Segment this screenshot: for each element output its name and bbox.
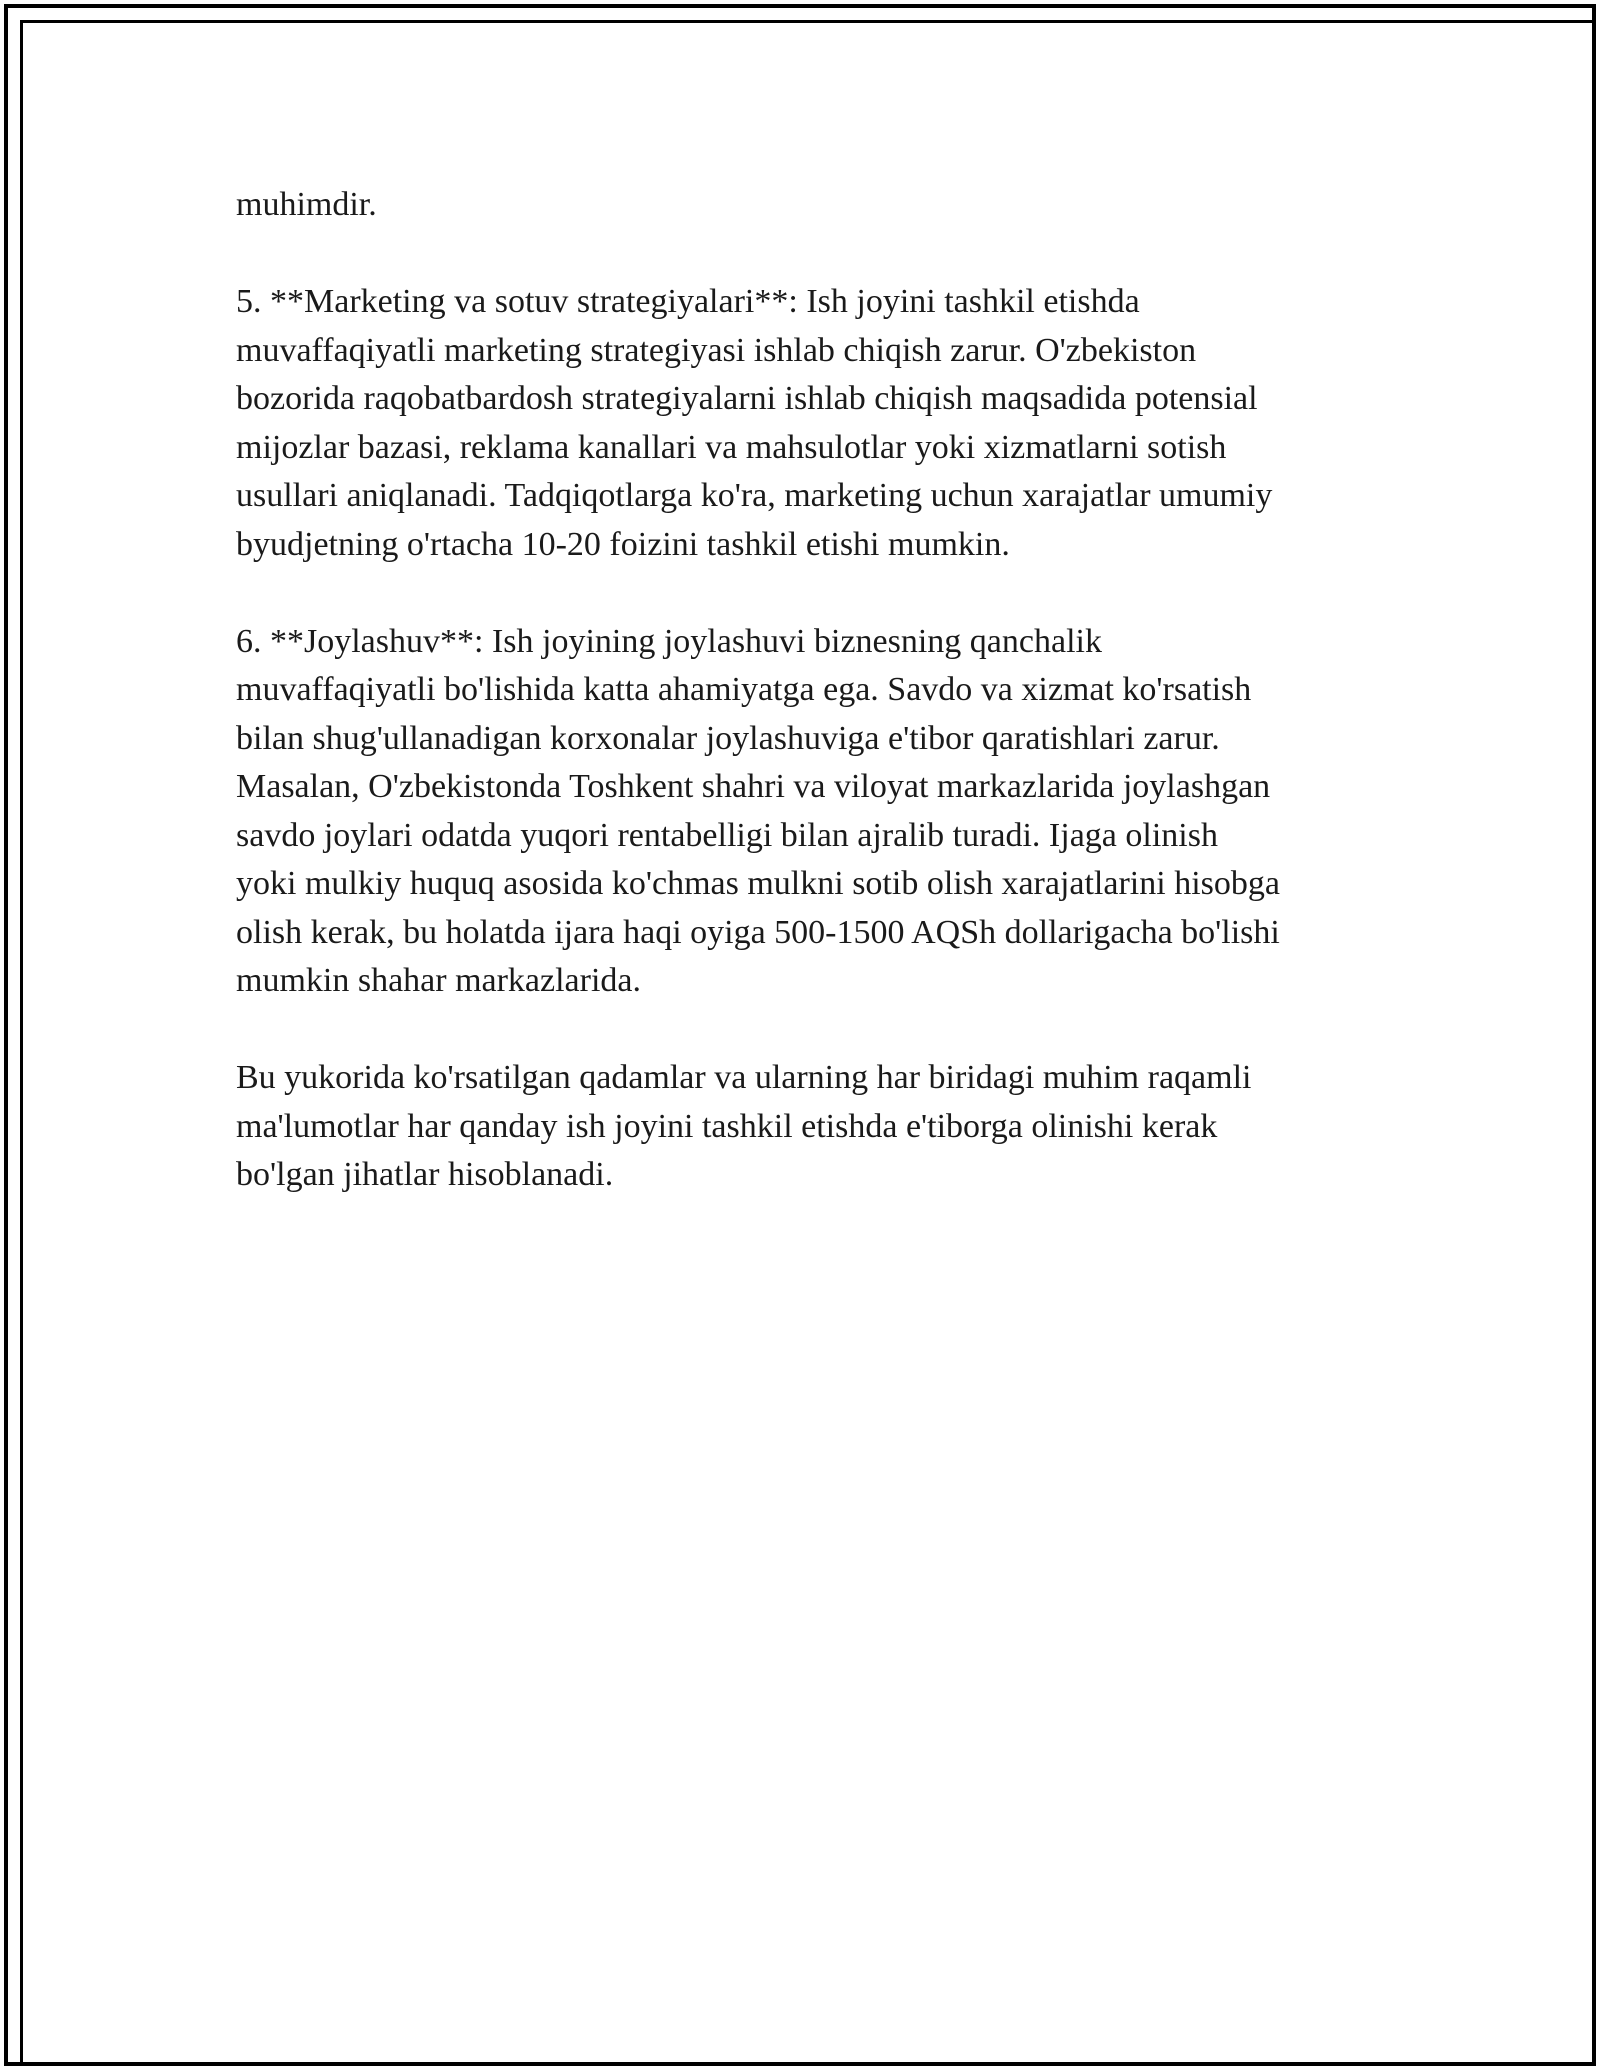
paragraph-location: 6. **Joylashuv**: Ish joyining joylashuvi biznesning qanchalik muvaffaqiyatli bo'lishida katta ahamiyatga ega. Savdo va xizmat ko'rsatish bilan shug'ullanadigan korxonalar joylashuviga e'tibor qaratishlari zarur. Masalan, O'zbekistonda Toshkent shahri va viloyat markazlarida joylashgan savdo joylari odatda yuqori rentabelligi bilan ajralib turadi. Ijaga olinish yoki mulkiy huquq asosida ko'chmas mulkni sotib olish xarajatlarini hisobga olish kerak, bu holatda ijara haqi oyiga 500-1500 AQSh dollarigacha bo'lishi mumkin shahar markazlarida. (236, 622, 1280, 999)
paragraph-conclusion: Bu yukorida ko'rsatilgan qadamlar va ularning har biridagi muhim raqamli ma'lumotlar har qanday ish joyini tashkil etishda e'tiborga olinishi kerak bo'lgan jihatlar hisoblanadi. (236, 1059, 1252, 1193)
paragraph-marketing-strategies: 5. **Marketing va sotuv strategiyalari**: Ish joyini tashkil etishda muvaffaqiyatli marketing strategiyasi ishlab chiqish zarur. O'zbekiston bozorida raqobatbardosh strategiyalarni ishlab chiqish maqsadida potensial mijozlar bazasi, reklama kanallari va mahsulotlar yoki xizmatlarni sotish usullari aniqlanadi. Tadqiqotlarga ko'ra, marketing uchun xarajatlar umumiy byudjetning o'rtacha 10-20 foizini tashkil etishi mumkin. (236, 283, 1273, 563)
document-body (236, 181, 1376, 1248)
paragraph-continuation: muhimdir. (236, 186, 377, 223)
